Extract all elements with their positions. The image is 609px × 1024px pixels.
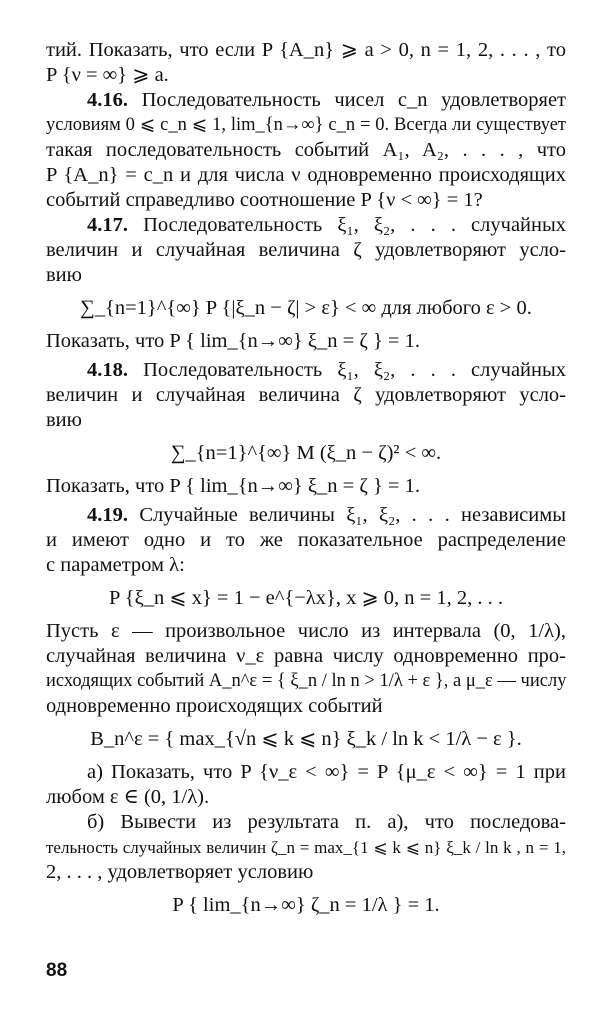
page-body xyxy=(46,38,566,926)
problem-4-18-line-1 xyxy=(46,358,566,383)
problem-text: Последовательность ξ₁, ξ₂, . . . случайных xyxy=(143,359,567,381)
problem-text: Последовательность ξ₁, ξ₂, . . . случайных xyxy=(143,214,567,236)
problem-number: 4.19. xyxy=(87,504,128,526)
problem-4-18-line-3: вию xyxy=(46,409,82,431)
problem-4-18 xyxy=(46,358,566,433)
problem-text: Случайные величины ξ₁, ξ₂, . . . независимы xyxy=(139,504,566,526)
problem-4-17-show-line: Показать, что P { lim_{n→∞} ξ_n = ζ } = 1. xyxy=(46,330,420,352)
problem-4-19-line-3: с параметром λ: xyxy=(46,554,185,576)
problem-4-16-line-5: событий справедливо соотношение P {ν < ∞} = 1? xyxy=(46,189,483,211)
part-b-text: б) Вывести из результата п. а), что последова- xyxy=(87,811,566,833)
problem-4-17-line-3: вию xyxy=(46,264,82,286)
problem-4-16-line-4: P {A_n} = c_n и для числа ν одновременно происходящих xyxy=(46,164,566,186)
problem-4-16 xyxy=(46,88,566,213)
part-a-text: а) Показать, что P {ν_ε < ∞} = P {μ_ε < ∞} = 1 при xyxy=(87,761,566,783)
problem-number: 4.17. xyxy=(87,214,128,236)
problem-number: 4.16. xyxy=(87,89,128,111)
part-b-line-2: тельность случайных величин ζ_n = max_{1 ⩽ k ⩽ n} ξ_k / ln k , n = 1, xyxy=(46,838,566,857)
formula-4-17: ∑_{n=1}^{∞} P {|ξ_n − ζ| > ε} < ∞ для любого ε > 0. xyxy=(80,297,532,319)
problem-4-19-line-2: и имеют одно и то же показательное распределение xyxy=(46,529,566,551)
problem-4-18-line-2: величин и случайная величина ζ удовлетворяют усло- xyxy=(46,384,566,406)
definition-line-1: Пусть ε — произвольное число из интервала (0, 1/λ), xyxy=(46,620,566,642)
problem-4-19 xyxy=(46,503,566,578)
problem-4-16-line-2: условиям 0 ⩽ c_n ⩽ 1, lim_{n→∞} c_n = 0. Всегда ли существует xyxy=(46,115,566,135)
problem-4-17-show xyxy=(46,329,566,354)
problem-4-16-line-1 xyxy=(46,88,566,113)
formula-4-18: ∑_{n=1}^{∞} M (ξ_n − ζ)² < ∞. xyxy=(170,442,442,464)
problem-4-18-show-line: Показать, что P { lim_{n→∞} ξ_n = ζ } = 1. xyxy=(46,475,420,497)
problem-4-19-line-1 xyxy=(46,503,566,528)
problem-4-19-part-a xyxy=(46,760,566,810)
formula-4-19-limit: P { lim_{n→∞} ζ_n = 1/λ } = 1. xyxy=(172,894,440,916)
problem-4-16-line-3: такая последовательность событий A₁, A₂, . . . , что xyxy=(46,139,566,161)
continuation-text xyxy=(46,38,566,88)
problem-4-17-line-2: величин и случайная величина ζ удовлетворяют усло- xyxy=(46,239,566,261)
part-a-line-2: любом ε ∈ (0, 1/λ). xyxy=(46,786,210,808)
problem-4-19-definitions xyxy=(46,619,566,719)
problem-number: 4.18. xyxy=(87,359,128,381)
page-number: 88 xyxy=(46,960,68,981)
problem-text: Последовательность чисел c_n удовлетворяет xyxy=(141,89,566,111)
formula-4-19-events-b: B_n^ε = { max_{√n ⩽ k ⩽ n} ξ_k / ln k < 1/λ − ε }. xyxy=(90,728,522,750)
definition-line-2: случайная величина ν_ε равна числу одновременно про- xyxy=(46,645,566,667)
definition-line-4: одновременно происходящих событий xyxy=(46,695,383,717)
part-b-line-1 xyxy=(46,810,566,835)
part-b-line-3: 2, . . . , удовлетворяет условию xyxy=(46,861,314,883)
problem-4-19-part-b xyxy=(46,810,566,885)
problem-4-17 xyxy=(46,213,566,288)
part-a-line-1 xyxy=(46,760,566,785)
continuation-line-2: P {ν = ∞} ⩾ a. xyxy=(46,64,169,86)
problem-4-17-line-1 xyxy=(46,213,566,238)
definition-line-3: исходящих событий A_n^ε = { ξ_n / ln n > 1/λ + ε }, а μ_ε — числу xyxy=(46,671,567,691)
formula-4-19-distribution: P {ξ_n ⩽ x} = 1 − e^{−λx}, x ⩾ 0, n = 1, 2, . . . xyxy=(109,587,503,609)
problem-4-18-show xyxy=(46,474,566,499)
continuation-line-1: тий. Показать, что если P {A_n} ⩾ a > 0, n = 1, 2, . . . , то xyxy=(46,39,566,61)
